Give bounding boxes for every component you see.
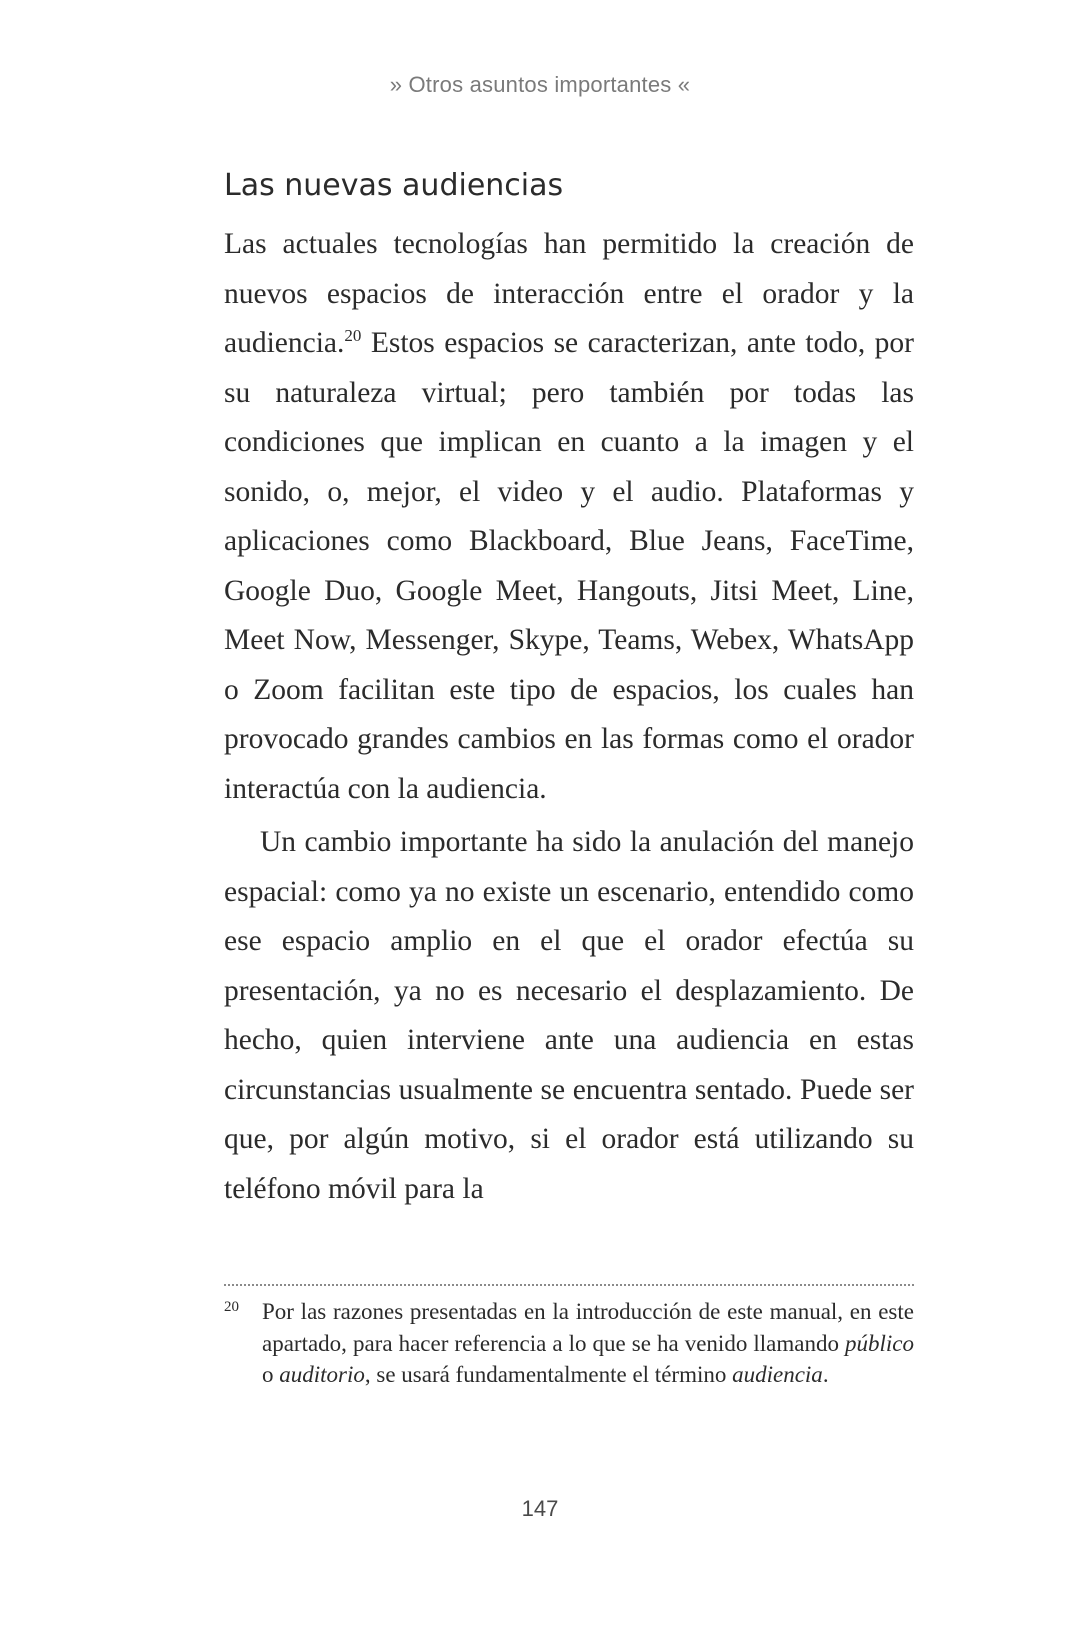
footnote-text-3: , se usará fundamentalmente el término [364,1362,733,1387]
footnote-divider [224,1284,914,1286]
paragraph-1-text-a: Las actuales tecnologías han permitido la creación de nuevos espacios de interacción entre el orador y la audiencia. [224,228,914,359]
footnote-reference: 20 [344,326,362,346]
footnote [224,1296,914,1391]
paragraph-1-text-b: Estos espacios se caracterizan, ante todo, por su naturaleza virtual; pero también por todas las condiciones que implican en cuanto a la imagen y el sonido, o, mejor, el video y el audio. Plataformas y aplicaciones como Blackboard, Blue Jeans, FaceTime, Google Duo, Google Meet, Hangouts, Jitsi Meet, Line, Meet Now, Messenger, Skype, Teams, Webex, WhatsApp o Zoom facilitan este tipo de espacios, los cuales han provocado grandes cambios en las formas como el orador interactúa con la audiencia. [224,327,914,805]
footnote-text-1: Por las razones presentadas en la introducción de este manual, en este apartado, para hacer referencia a lo que se ha venido llamando [262,1299,914,1356]
paragraph-1 [224,220,914,814]
page-number: 147 [521,1496,559,1521]
running-header: » Otros asuntos importantes « [389,72,691,97]
footnote-italic-2: auditorio [279,1362,365,1387]
footnote-text-4: . [822,1362,829,1387]
main-content [224,166,914,1214]
footnote-text [262,1296,914,1391]
footnote-marker: 20 [224,1299,239,1315]
footnote-italic-3: audiencia [732,1362,823,1387]
section-title: Las nuevas audiencias [224,168,564,203]
paragraph-2: Un cambio importante ha sido la anulación del manejo espacial: como ya no existe un escenario, entendido como ese espacio amplio en el que el orador efectúa su presentación, ya no es necesario el desplazamiento. De hecho, quien interviene ante una audiencia en estas circunstancias usualmente se encuentra sentado. Puede ser que, por algún motivo, si el orador está utilizando su teléfono móvil para la [224,826,914,1205]
footnote-text-2: o [262,1362,280,1387]
footnote-area [224,1284,914,1391]
footnote-italic-1: público [845,1330,914,1356]
